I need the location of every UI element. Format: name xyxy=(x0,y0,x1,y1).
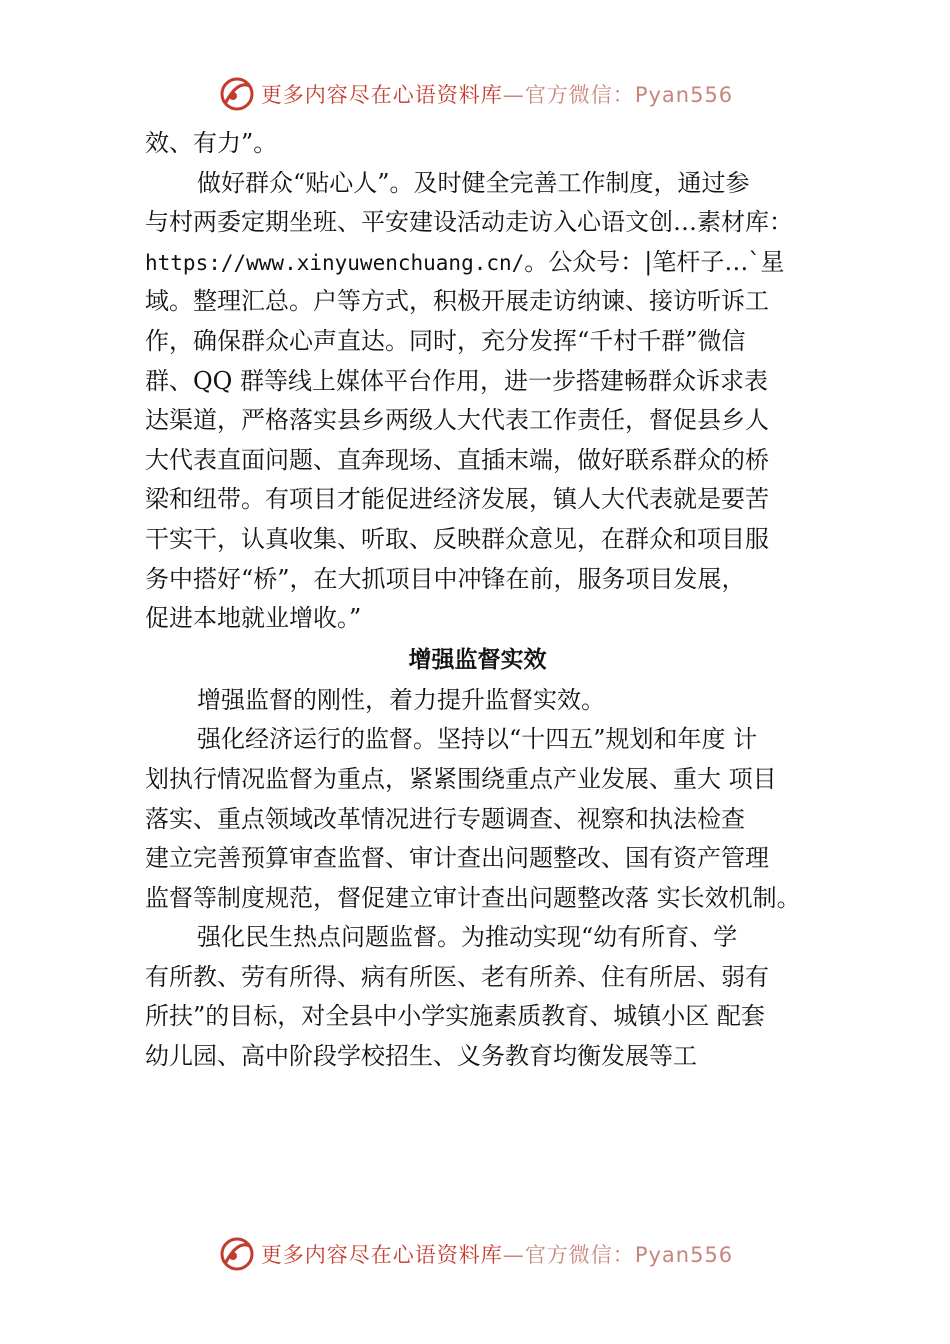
text-line: 梁和纽带。有项目才能促进经济发展，镇人大代表就是要苦 xyxy=(145,485,769,514)
text-line: 作，确保群众心声直达。同时，充分发挥“千村千群”微信 xyxy=(145,326,746,355)
document-body xyxy=(145,124,810,1077)
text-line: 干实干，认真收集、听取、反映群众意见，在群众和项目服 xyxy=(145,524,769,553)
text-line: 群、QQ 群等线上媒体平台作用，进一步搭建畅群众诉求表 xyxy=(145,366,768,395)
header-banner xyxy=(0,72,950,116)
text-line: 划执行情况监督为重点，紧紧围绕重点产业发展、重大 项目 xyxy=(145,764,777,793)
brand-logo-icon xyxy=(217,74,257,114)
text-line: 达渠道，严格落实县乡两级人大代表工作责任，督促县乡人 xyxy=(145,406,769,435)
text-line: 增强监督的刚性，着力提升监督实效。 xyxy=(197,685,605,714)
text-line: 效、有力”。 xyxy=(145,129,278,157)
text-line: 建立完善预算审查监督、审计查出问题整改、国有资产管理 xyxy=(145,844,769,873)
text-line: 所扶”的目标，对全县中小学实施素质教育、城镇小区 配套 xyxy=(145,1002,765,1031)
text-line: 监督等制度规范，督促建立审计查出问题整改落 实长效机制。 xyxy=(145,883,801,912)
wechat-account: Pyan556 xyxy=(634,1243,734,1267)
text-line: https://www.xinyuwenchuang.cn/。公众号：|笔杆子…`星 xyxy=(145,247,785,276)
wechat-account: Pyan556 xyxy=(634,83,734,107)
text-line: 大代表直面问题、直奔现场、直插末端，做好联系群众的桥 xyxy=(145,445,769,474)
banner-text: 更多内容尽在心语资料库—官方微信：Pyan556 xyxy=(260,83,734,107)
text-line: 落实、重点领域改革情况进行专题调查、视察和执法检查 xyxy=(145,804,745,833)
text-line: 与村两委定期坐班、平安建设活动走访入心语文创…素材库： xyxy=(145,208,793,237)
section-heading: 增强监督实效 xyxy=(408,646,547,673)
text-line: 强化民生热点问题监督。为推动实现“幼有所育、学 xyxy=(197,923,738,952)
text-line: 务中搭好“桥”，在大抓项目中冲锋在前，服务项目发展， xyxy=(145,564,746,593)
text-line: 幼儿园、高中阶段学校招生、义务教育均衡发展等工 xyxy=(145,1042,697,1071)
banner-text: 更多内容尽在心语资料库—官方微信：Pyan556 xyxy=(260,1243,734,1267)
text-line: 有所教、劳有所得、病有所医、老有所养、住有所居、弱有 xyxy=(145,962,769,991)
text-line: 强化经济运行的监督。坚持以“十四五”规划和年度 计 xyxy=(197,725,758,754)
text-line: 域。整理汇总。户等方式，积极开展走访纳谏、接访听诉工 xyxy=(145,287,769,316)
text-line: 做好群众“贴心人”。及时健全完善工作制度，通过参 xyxy=(197,168,750,197)
footer-banner xyxy=(0,1232,950,1276)
brand-logo-icon xyxy=(217,1234,257,1274)
text-line: 促进本地就业增收。” xyxy=(145,604,362,633)
website-url: https://www.xinyuwenchuang.cn/ xyxy=(145,250,525,275)
